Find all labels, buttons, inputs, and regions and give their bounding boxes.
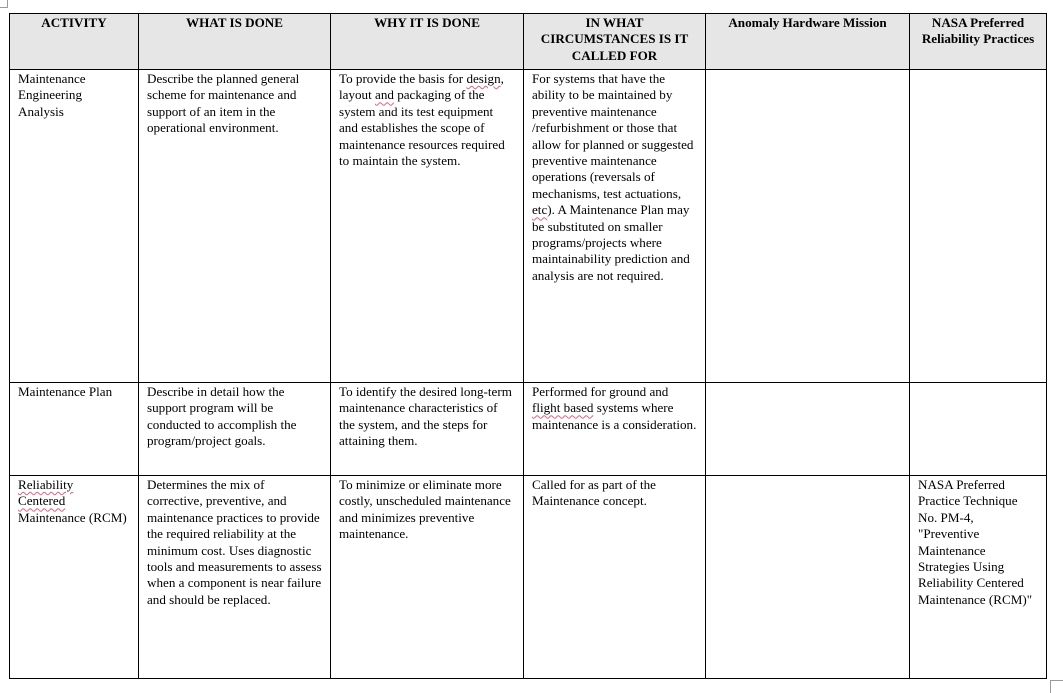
header-what-is-done: WHAT IS DONE <box>139 14 331 70</box>
cell-why-it-is-done: To minimize or eliminate more costly, unscheduled maintenance and minimizes preventive maintenance. <box>331 476 524 679</box>
cell-anomaly-hardware-mission <box>706 476 910 679</box>
cell-circumstances <box>524 383 706 476</box>
spellcheck-flagged-word: design <box>466 71 501 86</box>
header-activity: ACTIVITY <box>10 14 139 70</box>
cell-activity: Maintenance Plan <box>10 383 139 476</box>
spellcheck-flagged-word: Reliability <box>18 477 74 492</box>
header-why-it-is-done: WHY IT IS DONE <box>331 14 524 70</box>
text-segment: To provide the basis for <box>339 71 467 86</box>
spellcheck-flagged-word: Centered <box>18 493 66 509</box>
spellcheck-flagged-word: and <box>375 87 394 103</box>
cell-anomaly-hardware-mission <box>706 383 910 476</box>
header-circumstances: IN WHAT CIRCUMSTANCES IS IT CALLED FOR <box>524 14 706 70</box>
text-segment: Performed for ground and <box>532 384 669 399</box>
cell-why-it-is-done <box>331 70 524 383</box>
cell-nasa-preferred-practices <box>910 70 1047 383</box>
text-segment: Maintenance (RCM) <box>18 509 127 525</box>
table-row <box>10 476 1047 679</box>
text-segment: systems where maintenance is a consideration. <box>532 400 697 432</box>
text-segment: For systems that have the ability to be maintained by preventive maintenance /refurbishment or those that allow for planned or suggested preventive maintenance operations (reversals of mechanisms, test actuations, <box>532 71 694 201</box>
cell-what-is-done: Describe the planned general scheme for maintenance and support of an item in the operational environment. <box>139 70 331 383</box>
cell-activity <box>10 476 139 679</box>
cell-anomaly-hardware-mission <box>706 70 910 383</box>
cell-nasa-preferred-practices <box>910 383 1047 476</box>
spellcheck-flagged-word: etc <box>532 202 548 218</box>
margin-corner-mark-top-left <box>0 0 8 8</box>
table-header-row <box>10 14 1047 70</box>
text-segment: packaging of the system and its test equipment and establishes the scope of maintenance resources required to maintain the system. <box>339 87 505 169</box>
cell-what-is-done: Determines the mix of corrective, preventive, and maintenance practices to provide the required reliability at the minimum cost. Uses diagnostic tools and measurements to assess when a component is near failure and should be replaced. <box>139 476 331 679</box>
text-segment: ). A Maintenance Plan may be substituted on smaller programs/projects where maintainability prediction and analysis are not required. <box>532 202 690 283</box>
cell-why-it-is-done: To identify the desired long-term maintenance characteristics of the system, and the steps for attaining them. <box>331 383 524 476</box>
cell-activity: Maintenance Engineering Analysis <box>10 70 139 383</box>
cell-nasa-preferred-practices: NASA Preferred Practice Technique No. PM-4, "Preventive Maintenance Strategies Using Reliability Centered Maintenance (RCM)" <box>910 476 1047 679</box>
cell-circumstances <box>524 70 706 383</box>
margin-corner-mark-bottom-right <box>1050 680 1063 693</box>
cell-circumstances: Called for as part of the Maintenance concept. <box>524 476 706 679</box>
activity-table <box>9 13 1047 679</box>
text-segment: , layout <box>339 71 504 103</box>
table-row <box>10 70 1047 383</box>
header-anomaly-hardware-mission: Anomaly Hardware Mission <box>706 14 910 70</box>
table-row <box>10 383 1047 476</box>
header-nasa-preferred-practices: NASA Preferred Reliability Practices <box>910 14 1047 70</box>
spellcheck-flagged-word: flight based <box>532 400 594 416</box>
cell-what-is-done: Describe in detail how the support program will be conducted to accomplish the program/project goals. <box>139 383 331 476</box>
